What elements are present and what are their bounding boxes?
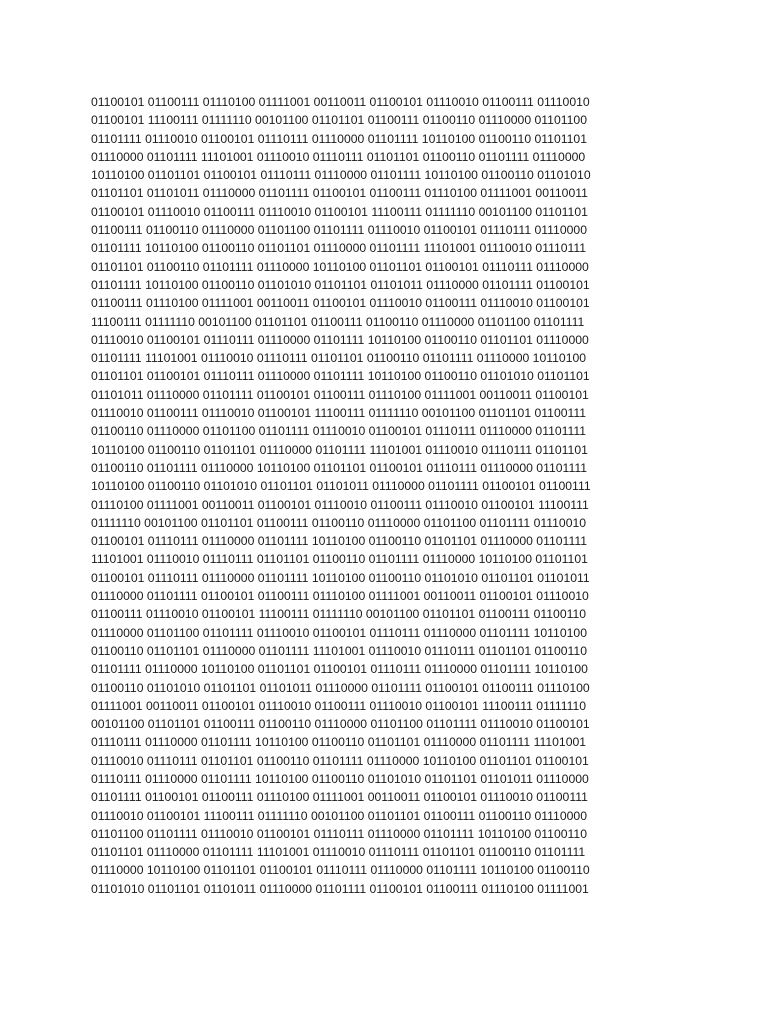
text-line: 10110100 01101101 01100101 01110111 01110000 01101111 10110100 01100110 01101010 bbox=[91, 168, 591, 183]
text-line: 01100110 01110000 01101100 01101111 01110010 01100101 01110111 01110000 01101111 bbox=[91, 424, 587, 439]
text-line: 01101111 10110100 01100110 01101101 01110000 01101111 11101001 01110010 01110111 bbox=[91, 241, 587, 256]
text-line: 01110010 01100101 01110111 01110000 01101111 10110100 01100110 01101101 01110000 bbox=[91, 332, 589, 347]
text-line: 01100111 01110010 01100101 11100111 01111110 00101100 01101101 01100111 01100110 bbox=[91, 607, 587, 622]
text-line: 01100101 01110111 01110000 01101111 10110100 01100110 01101101 01110000 01101111 bbox=[91, 534, 587, 549]
binary-text-block bbox=[91, 93, 691, 898]
text-line: 10110100 01100110 01101010 01101101 01101011 01110000 01101111 01100101 01100111 bbox=[91, 479, 591, 494]
text-line: 01101111 11101001 01110010 01110111 01101101 01100110 01101111 01110000 10110100 bbox=[91, 351, 587, 366]
text-line: 01110000 01101100 01101111 01110010 01100101 01110111 01110000 01101111 10110100 bbox=[91, 625, 587, 640]
text-line: 01111110 00101100 01101101 01100111 01100110 01110000 01101100 01101111 01110010 bbox=[91, 515, 587, 530]
text-line: 01101101 01110000 01101111 11101001 01110010 01110111 01101101 01100110 01101111 bbox=[91, 845, 586, 860]
text-line: 01110010 01100111 01110010 01100101 11100111 01111110 00101100 01101101 01100111 bbox=[91, 406, 587, 421]
text-line: 01110000 01101111 11101001 01110010 01110111 01101101 01100110 01101111 01110000 bbox=[91, 149, 586, 164]
text-line: 01110111 01110000 01101111 10110100 01100110 01101010 01101101 01101011 01110000 bbox=[91, 771, 589, 786]
text-line: 01101101 01100101 01110111 01110000 01101111 10110100 01100110 01101010 01101101 bbox=[91, 369, 590, 384]
text-line: 11100111 01111110 00101100 01101101 01100111 01100110 01110000 01101100 01101111 bbox=[91, 314, 585, 329]
text-line: 01110010 01110111 01101101 01100110 01101111 01110000 10110100 01101101 01100101 bbox=[91, 753, 589, 768]
text-line: 01101010 01101101 01101011 01110000 01101111 01100101 01100111 01110100 01111001 bbox=[91, 881, 589, 896]
text-line: 01101111 10110100 01100110 01101010 01101101 01101011 01110000 01101111 01100101 bbox=[91, 277, 590, 292]
text-line: 01110100 01111001 00110011 01100101 01110010 01100111 01110010 01100101 11100111 bbox=[91, 497, 589, 512]
text-line: 10110100 01100110 01101101 01110000 01101111 11101001 01110010 01110111 01101101 bbox=[91, 442, 588, 457]
text-line: 01101100 01101111 01110010 01100101 01110111 01110000 01101111 10110100 01100110 bbox=[91, 826, 587, 841]
text-line: 01100101 01100111 01110100 01111001 00110011 01100101 01110010 01100111 01110010 bbox=[91, 95, 590, 109]
text-line: 01110010 01100101 11100111 01111110 00101100 01101101 01100111 01100110 01110000 bbox=[91, 808, 587, 823]
text-line: 01100101 01110010 01100111 01110010 01100101 11100111 01111110 00101100 01101101 bbox=[91, 204, 588, 219]
text-line: 01100111 01110100 01111001 00110011 01100101 01110010 01100111 01110010 01100101 bbox=[91, 296, 590, 311]
text-line: 01100110 01101111 01110000 10110100 01101101 01100101 01110111 01110000 01101111 bbox=[91, 460, 587, 475]
text-line: 01101101 01100110 01101111 01110000 10110100 01101101 01100101 01110111 01110000 bbox=[91, 259, 589, 274]
text-line: 01101111 01110010 01100101 01110111 01110000 01101111 10110100 01100110 01101101 bbox=[91, 131, 587, 146]
text-line: 01101111 01110000 10110100 01101101 01100101 01110111 01110000 01101111 10110100 bbox=[91, 662, 588, 677]
text-line: 01100111 01100110 01110000 01101100 01101111 01110010 01100101 01110111 01110000 bbox=[91, 223, 587, 238]
text-line: 01111001 00110011 01100101 01110010 01100111 01110010 01100101 11100111 01111110 bbox=[91, 698, 587, 713]
text-line: 01101101 01101011 01110000 01101111 01100101 01100111 01110100 01111001 00110011 bbox=[91, 186, 588, 201]
text-line: 01100101 11100111 01111110 00101100 01101101 01100111 01100110 01110000 01101100 bbox=[91, 113, 587, 128]
text-line: 01101011 01110000 01101111 01100101 01100111 01110100 01111001 00110011 01100101 bbox=[91, 387, 589, 402]
text-line: 11101001 01110010 01110111 01101101 01100110 01101111 01110000 10110100 01101101 bbox=[91, 552, 588, 567]
text-line: 01110111 01110000 01101111 10110100 01100110 01101101 01110000 01101111 11101001 bbox=[91, 735, 587, 750]
text-line: 01100101 01110111 01110000 01101111 10110100 01100110 01101010 01101101 01101011 bbox=[91, 570, 590, 585]
text-line: 00101100 01101101 01100111 01100110 01110000 01101100 01101111 01110010 01100101 bbox=[91, 717, 590, 732]
text-line: 01101111 01100101 01100111 01110100 01111001 00110011 01100101 01110010 01100111 bbox=[91, 790, 588, 805]
text-line: 01100110 01101010 01101101 01101011 01110000 01101111 01100101 01100111 01110100 bbox=[91, 680, 590, 695]
text-line: 01100110 01101101 01110000 01101111 11101001 01110010 01110111 01101101 01100110 bbox=[91, 643, 587, 658]
text-line: 01110000 01101111 01100101 01100111 01110100 01111001 00110011 01100101 01110010 bbox=[91, 589, 589, 604]
text-line: 01110000 10110100 01101101 01100101 01110111 01110000 01101111 10110100 01100110 bbox=[91, 863, 590, 878]
